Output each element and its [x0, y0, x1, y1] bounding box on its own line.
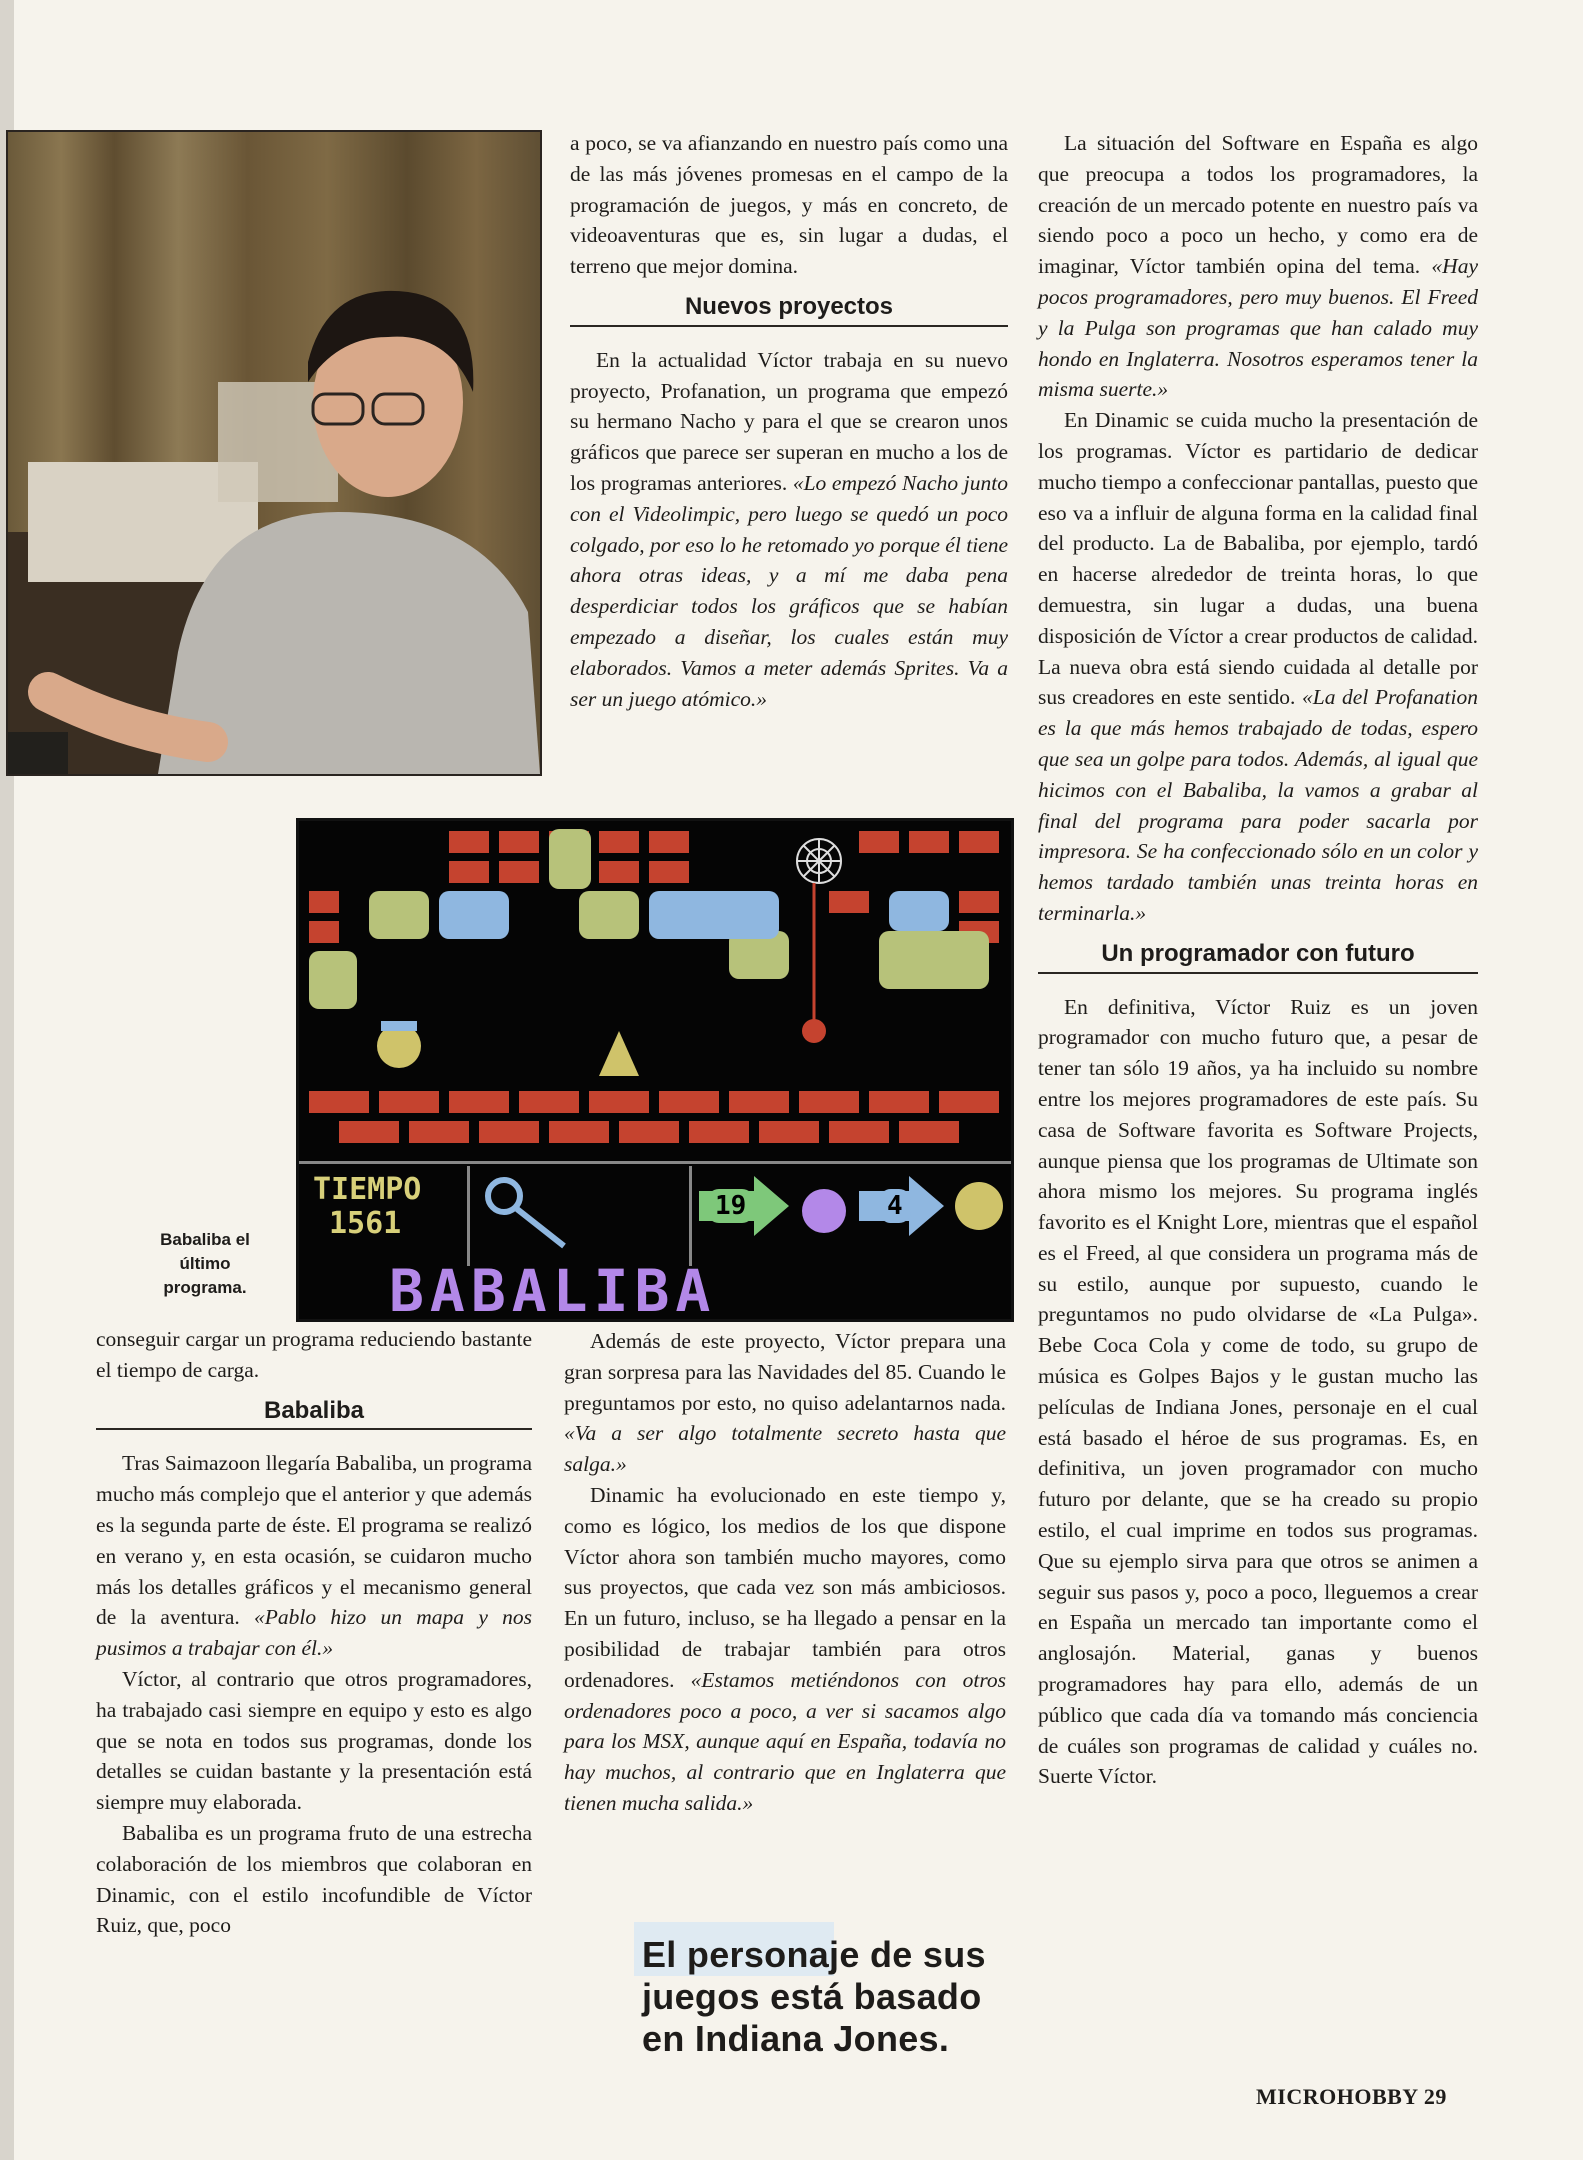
hud-time-readout: [313, 1173, 421, 1241]
quote: «Va a ser algo totalmente secreto hasta que salga.»: [564, 1421, 1006, 1477]
photo-caption: Babaliba el último programa.: [160, 1230, 250, 1297]
quote: «Pablo hizo un mapa y nos pusimos a trabajar con él.»: [96, 1605, 532, 1661]
quote: «Lo empezó Nacho junto con el Videolimpic, pero luego se quedó un poco colgado, por eso lo he retomado yo porque él tiene ahora otras ideas, y a mí me daba pena desperdiciar todos los gráficos que se habían empezado a diseñar, los cuales están muy elaborados. Vamos a meter además Sprites. Va a ser un juego atómico.»: [570, 470, 1008, 711]
section-heading-programador-futuro: Un programador con futuro: [1038, 939, 1478, 974]
quote: «Hay pocos programadores, pero muy buenos. El Freed y la Pulga son programas que han calado muy hondo en Inglaterra. Nosotros esperamos tener la misma suerte.»: [1038, 254, 1478, 402]
programmer-illustration: [8, 132, 540, 774]
page-number: 29: [1423, 2084, 1447, 2109]
text: Dinamic ha evolucionado en este tiempo y, como es lógico, los medios de los que dispone Víctor ahora son también mucho mayores, como sus proyectos, que cada vez son más ambiciosos. En un futuro, incluso, se ha llegado a pensar en la posibilidad de trabajar también para otros ordenadores.: [564, 1482, 1006, 1692]
paragraph: Víctor, al contrario que otros programadores, ha trabajado casi siempre en equipo y esto es algo que se nota en todos sus programas, donde los detalles se cuidan bastante y la presentación está siempre muy elaborada.: [96, 1666, 532, 1815]
pull-quote: [642, 1934, 1004, 2060]
magazine-name: MICROHOBBY: [1256, 2084, 1418, 2109]
game-scene: [299, 821, 1011, 1319]
hud-label: TIEMPO: [313, 1172, 422, 1207]
paragraph: [564, 1326, 1006, 1480]
quote: «Estamos metiéndonos con otros ordenadores poco a poco, a ver si sacamos algo para los MSX, aunque aquí en España, todavía no hay muchos, al contrario que en Inglaterra que tienen mucha salida.»: [564, 1667, 1006, 1815]
programmer-photo: [6, 130, 542, 776]
column-middle-top: [570, 128, 1008, 714]
paragraph: [1038, 128, 1478, 405]
paragraph: [564, 1480, 1006, 1819]
paragraph: Babaliba es un programa fruto de una estrecha colaboración de los miembros que colaboran en Dinamic, con el estilo incofundible de Víctor Ruiz, que, poco: [96, 1820, 532, 1938]
paragraph: [570, 345, 1008, 715]
paragraph: conseguir cargar un programa reduciendo bastante el tiempo de carga.: [96, 1327, 532, 1382]
page-footer: [1256, 2084, 1447, 2110]
paragraph: [1038, 405, 1478, 929]
paragraph: En definitiva, Víctor Ruiz es un joven programador con mucho futuro que, a pesar de tener tan sólo 19 años, ya ha incluido su nombre entre los mejores programadores de este país. Su casa de Software favorita es Software Projects, aunque piensa que los programas de Ultimate son ahora mismo los mejores. Su programa inglés favorito es el Knight Lore, mientras que el español es el Freed, al que considera un programa más de su estilo, aunque por supuesto, cuando le preguntamos no pudo olvidarse de «La Pulga». Bebe Coca Cola y come de todo, su grupo de música es Golpes Bajos y le gustan mucho las películas de Indiana Jones, personaje en el cual está basado el héroe de sus programas. Es, en definitiva, un joven programador con mucho futuro por delante, que se ha creado su propio estilo, el cual imprime en todos sus programas. Que su ejemplo sirva para que otros se animen a seguir sus pasos y, poco a poco, lleguemos a crear en España un mercado tan importante como el anglosajón. Material, ganas y buenos programadores hay para ello, además de un público que cada día va tomando más conciencia de cuáles son programas de calidad y cuáles no. Suerte Víctor.: [1038, 994, 1478, 1789]
paragraph: [96, 1448, 532, 1664]
text: Tras Saimazoon llegaría Babaliba, un programa mucho más complejo que el anterior y que además es la segunda parte de éste. El programa se realizó en verano y, en esta ocasión, se cuidaron mucho más los detalles gráficos y el mecanismo general de la aventura.: [96, 1451, 532, 1630]
section-heading-babaliba: Babaliba: [96, 1396, 532, 1431]
column-middle-bottom: [564, 1326, 1006, 1819]
text: Además de este proyecto, Víctor prepara una gran sorpresa para las Navidades del 85. Cuando le preguntamos por esto, no quiso adelantarnos nada.: [564, 1329, 1006, 1415]
paragraph: a poco, se va afianzando en nuestro país como una de las más jóvenes promesas en el campo de la programación de juegos, y más en concreto, de videoaventuras que es, sin lugar a dudas, el terreno que mejor domina.: [570, 131, 1008, 279]
babaliba-game-screenshot: [296, 818, 1014, 1322]
hud-counter-left: 19: [707, 1189, 754, 1223]
column-left: [96, 1324, 532, 1941]
text: La situación del Software en España es algo que preocupa a todos los programadores, la creación de un mercado potente en nuestro país va siendo poco a poco un hecho, y como era de imaginar, Víctor también opina del tema.: [1038, 131, 1478, 279]
column-right: [1038, 128, 1478, 1792]
section-heading-nuevos-proyectos: Nuevos proyectos: [570, 292, 1008, 327]
game-title: BABALIBA: [389, 1257, 717, 1322]
hud-time: 1561: [329, 1206, 402, 1241]
hud-counter-right: 4: [879, 1189, 911, 1223]
pull-quote-text: El personaje de sus juegos está basado en Indiana Jones.: [642, 1934, 986, 2059]
text: En Dinamic se cuida mucho la presentación de los programas. Víctor es partidario de dedicar mucho tiempo a confeccionar pantallas, puesto que eso va a influir de alguna forma en la calidad final del producto. La de Babaliba, por ejemplo, tardó en hacerse alrededor de treinta horas, lo que demuestra, sin lugar a dudas, una buena disposición de Víctor a crear productos de calidad. La nueva obra está siendo cuidada al detalle por sus creadores en este sentido.: [1038, 408, 1478, 710]
quote: «La del Profanation es la que más hemos trabajado de todas, espero que sea un golpe para todos. Además, al igual que hicimos con el Babaliba, la vamos a grabar al final del programa para poder sacarla por impresora. Se ha confeccionado sólo en un color y hemos tardado también unas treinta horas en terminarla.»: [1038, 685, 1478, 925]
text: En la actualidad Víctor trabaja en su nuevo proyecto, Profanation, un programa que empezó su hermano Nacho y para el que se crearon unos gráficos que parece ser superan en mucho a los de los programas anteriores.: [570, 347, 1008, 495]
